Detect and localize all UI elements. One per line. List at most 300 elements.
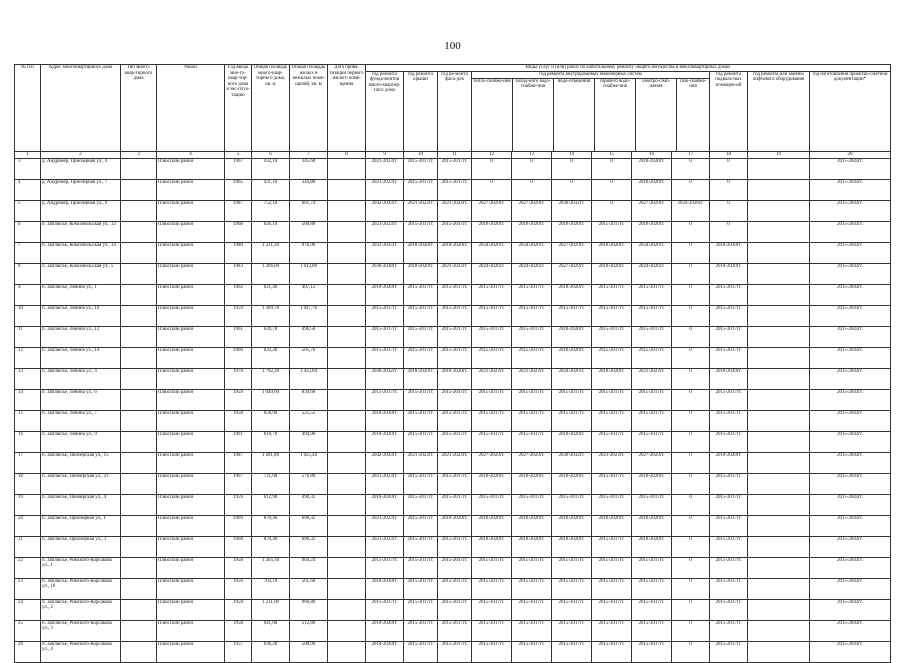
row-district: Плюсский район bbox=[157, 242, 225, 263]
row-hot-water: 2021-2023гг. bbox=[592, 452, 632, 473]
row-elevator bbox=[748, 431, 810, 452]
row-privatization bbox=[328, 599, 366, 620]
row-foundation: 2021-2023гг. bbox=[366, 536, 404, 557]
column-number: 19 bbox=[748, 151, 810, 158]
row-privatization bbox=[328, 284, 366, 305]
header-gas: газо-снабже-ния bbox=[679, 78, 707, 90]
row-electric: 2027-2029гг. bbox=[632, 200, 672, 221]
row-privatization bbox=[328, 221, 366, 242]
row-basement: 0 bbox=[710, 221, 748, 242]
row-number: 10 bbox=[15, 305, 41, 326]
row-heat: 2018-2020гг. bbox=[472, 515, 512, 536]
row-facade: 2021-2023гг. bbox=[438, 263, 472, 284]
row-cold-water: 2015-2017гг. bbox=[512, 410, 552, 431]
row-gas: 0 bbox=[672, 599, 710, 620]
row-heat: 2015-2017гг. bbox=[472, 431, 512, 452]
row-foundation: 2018-2020гг. bbox=[366, 494, 404, 515]
row-address: п. Заплюсье, Приозерная ул., 1 bbox=[41, 515, 121, 536]
row-total-area: 1 205,30 bbox=[252, 557, 290, 578]
table-row bbox=[15, 494, 891, 515]
row-year: 1959 bbox=[225, 389, 252, 410]
row-address: п. Заплюсье, Ленина ул., 10 bbox=[41, 305, 121, 326]
row-elevator bbox=[748, 242, 810, 263]
row-type bbox=[121, 347, 157, 368]
row-sewage: 2027-2029гг. bbox=[552, 263, 592, 284]
column-number-row bbox=[15, 151, 891, 158]
row-sewage: 2015-2017гг. bbox=[552, 389, 592, 410]
column-number: 8 bbox=[328, 151, 366, 158]
row-district: Плюсский район bbox=[157, 431, 225, 452]
row-foundation: 2018-2020гг. bbox=[366, 284, 404, 305]
header-systems-title: год ремонта внутридомовых инженерных систем bbox=[472, 72, 709, 79]
row-gas: 0 bbox=[672, 221, 710, 242]
row-number: 6 bbox=[15, 221, 41, 242]
row-cold-water: 2027-2029гг. bbox=[512, 452, 552, 473]
row-facade: 2015-2017гг. bbox=[438, 221, 472, 242]
header-num: № п/п bbox=[15, 65, 41, 152]
row-address: п. Заплюсье, Комсомольская ул., 14 bbox=[41, 242, 121, 263]
table-row bbox=[15, 284, 891, 305]
row-electric: 2015-2017гг. bbox=[632, 557, 672, 578]
row-gas: 0 bbox=[672, 242, 710, 263]
row-foundation: 2021-2023гг. bbox=[366, 515, 404, 536]
row-number: 20 bbox=[15, 515, 41, 536]
row-docs: 2015-2043гг. bbox=[810, 515, 891, 536]
row-basement: 2015-2017гг. bbox=[710, 431, 748, 452]
row-gas: 0 bbox=[672, 536, 710, 557]
row-basement: 2018-2020гг. bbox=[710, 452, 748, 473]
row-elevator bbox=[748, 515, 810, 536]
row-docs: 2015-2043гг. bbox=[810, 305, 891, 326]
header-foundation: год ремонта фунда-ментов много-квартир-ного дома bbox=[366, 71, 404, 151]
row-res-area: 1 012,80 bbox=[290, 263, 328, 284]
row-sewage: 2015-2017гг. bbox=[552, 620, 592, 641]
row-electric: 2015-2017гг. bbox=[632, 494, 672, 515]
row-hot-water: 2015-2017гг. bbox=[592, 347, 632, 368]
row-total-area: 1 281,80 bbox=[252, 452, 290, 473]
row-docs: 2015-2043гг. bbox=[810, 641, 891, 662]
header-facade: год ре-монта фаса-дов bbox=[438, 71, 472, 151]
row-total-area: 870,40 bbox=[252, 515, 290, 536]
row-total-area: 626,10 bbox=[252, 221, 290, 242]
row-privatization bbox=[328, 452, 366, 473]
row-district: Плюсский район bbox=[157, 368, 225, 389]
row-electric: 2015-2017гг. bbox=[632, 410, 672, 431]
row-privatization bbox=[328, 263, 366, 284]
row-district: Плюсский район bbox=[157, 641, 225, 662]
row-address: п. Заплюсье, Ленина ул., 7 bbox=[41, 410, 121, 431]
row-foundation: 2015-2017гг. bbox=[366, 389, 404, 410]
row-number: 19 bbox=[15, 494, 41, 515]
row-address: д. Андромер, Приозерная ул., 4 bbox=[41, 158, 121, 179]
row-foundation: 2042-2043гг. bbox=[366, 200, 404, 221]
row-district: Плюсский район bbox=[157, 263, 225, 284]
row-sewage: 2015-2017гг. bbox=[552, 305, 592, 326]
row-address: п. Заплюсье, Комсомольская ул., 12 bbox=[41, 221, 121, 242]
row-foundation: 2018-2020гг. bbox=[366, 578, 404, 599]
row-basement: 2015-2017гг. bbox=[710, 326, 748, 347]
row-sewage: 2015-2017гг. bbox=[552, 494, 592, 515]
row-hot-water: 2015-2017гг. bbox=[592, 221, 632, 242]
row-facade: 2015-2017гг. bbox=[438, 410, 472, 431]
table-row bbox=[15, 305, 891, 326]
row-facade: 2021-2023гг. bbox=[438, 452, 472, 473]
row-res-area: 601,74 bbox=[290, 200, 328, 221]
row-total-area: 612,90 bbox=[252, 494, 290, 515]
row-type bbox=[121, 494, 157, 515]
table-row bbox=[15, 557, 891, 578]
row-foundation: 2021-2023гг. bbox=[366, 158, 404, 179]
row-gas: 0 bbox=[672, 389, 710, 410]
row-cold-water: 2015-2017гг. bbox=[512, 284, 552, 305]
row-sewage: 2018-2020гг. bbox=[552, 536, 592, 557]
header-district: Район bbox=[157, 65, 225, 152]
row-number: 17 bbox=[15, 452, 41, 473]
row-facade: 2015-2017гг. bbox=[438, 599, 472, 620]
row-number: 4 bbox=[15, 179, 41, 200]
row-address: п. Заплюсье, Римского-Корсакова ул., 1 bbox=[41, 557, 121, 578]
row-roof: 2015-2017гг. bbox=[404, 494, 438, 515]
row-total-area: 656,90 bbox=[252, 410, 290, 431]
row-district: Плюсский район bbox=[157, 515, 225, 536]
row-docs: 2015-2043гг. bbox=[810, 347, 891, 368]
row-electric: 2015-2017гг. bbox=[632, 431, 672, 452]
row-basement: 2015-2017гг. bbox=[710, 578, 748, 599]
row-year: 1987 bbox=[225, 200, 252, 221]
row-roof: 2015-2017гг. bbox=[404, 578, 438, 599]
row-hot-water: 2015-2017гг. bbox=[592, 620, 632, 641]
row-gas: 0 bbox=[672, 473, 710, 494]
row-elevator bbox=[748, 221, 810, 242]
row-district: Плюсский район bbox=[157, 557, 225, 578]
row-elevator bbox=[748, 305, 810, 326]
row-res-area: 976,96 bbox=[290, 242, 328, 263]
row-cold-water: 0 bbox=[512, 179, 552, 200]
row-cold-water: 2015-2017гг. bbox=[512, 557, 552, 578]
row-hot-water: 2015-2017гг. bbox=[592, 641, 632, 662]
table-row bbox=[15, 158, 891, 179]
table-row bbox=[15, 536, 891, 557]
row-year: 1958 bbox=[225, 557, 252, 578]
row-total-area: 721,00 bbox=[252, 473, 290, 494]
row-type bbox=[121, 326, 157, 347]
column-number: 12 bbox=[472, 151, 512, 158]
row-roof: 2015-2017гг. bbox=[404, 326, 438, 347]
row-total-area: 1 049,60 bbox=[252, 389, 290, 410]
header-year: Год ввода мно-го-квар-тир-ного дома в экс-плуа-тацию bbox=[225, 65, 252, 152]
row-foundation: 2015-2017гг. bbox=[366, 347, 404, 368]
row-address: п. Заплюсье, Приозерная ул., 3 bbox=[41, 536, 121, 557]
row-docs: 2015-2043гг. bbox=[810, 494, 891, 515]
row-number: 14 bbox=[15, 389, 41, 410]
row-roof: 2015-2017гг. bbox=[404, 515, 438, 536]
row-total-area: 618,70 bbox=[252, 431, 290, 452]
row-electric: 2015-2017гг. bbox=[632, 284, 672, 305]
row-privatization bbox=[328, 200, 366, 221]
table-row bbox=[15, 200, 891, 221]
column-number: 11 bbox=[438, 151, 472, 158]
row-total-area: 1 221,20 bbox=[252, 242, 290, 263]
row-address: д. Андромер, Приозерная ул., 9 bbox=[41, 200, 121, 221]
row-elevator bbox=[748, 410, 810, 431]
row-foundation: 2015-2017гг. bbox=[366, 599, 404, 620]
row-hot-water: 2015-2017гг. bbox=[592, 305, 632, 326]
row-gas: 2024-2026гг. bbox=[672, 200, 710, 221]
capital-repair-table bbox=[14, 64, 891, 663]
row-hot-water: 2015-2017гг. bbox=[592, 431, 632, 452]
row-year: 1956 bbox=[225, 578, 252, 599]
row-address: п. Заплюсье, Римского-Корсакова ул., 2 bbox=[41, 599, 121, 620]
row-type bbox=[121, 200, 157, 221]
row-year: 1958 bbox=[225, 410, 252, 431]
row-docs: 2015-2043гг. bbox=[810, 221, 891, 242]
row-cold-water: 2018-2020гг. bbox=[512, 515, 552, 536]
row-sewage: 2018-2020гг. bbox=[552, 431, 592, 452]
row-docs: 2015-2043гг. bbox=[810, 200, 891, 221]
row-year: 1959 bbox=[225, 494, 252, 515]
row-docs: 2015-2043гг. bbox=[810, 599, 891, 620]
row-elevator bbox=[748, 641, 810, 662]
row-foundation: 2018-2020гг. bbox=[366, 641, 404, 662]
row-gas: 0 bbox=[672, 578, 710, 599]
row-cold-water: 2018-2020гг. bbox=[512, 473, 552, 494]
row-elevator bbox=[748, 536, 810, 557]
row-gas: 0 bbox=[672, 158, 710, 179]
row-elevator bbox=[748, 263, 810, 284]
row-elevator bbox=[748, 620, 810, 641]
row-cold-water: 2015-2017гг. bbox=[512, 305, 552, 326]
row-year: 1978 bbox=[225, 368, 252, 389]
row-electric: 2015-2017гг. bbox=[632, 389, 672, 410]
row-docs: 2015-2043гг. bbox=[810, 536, 891, 557]
row-roof: 2018-2020гг. bbox=[404, 368, 438, 389]
row-hot-water: 0 bbox=[592, 179, 632, 200]
row-basement: 0 bbox=[710, 200, 748, 221]
row-cold-water: 2024-2026гг. bbox=[512, 263, 552, 284]
row-hot-water: 2015-2017гг. bbox=[592, 494, 632, 515]
row-elevator bbox=[748, 158, 810, 179]
row-electric: 2018-2020гг. bbox=[632, 515, 672, 536]
table-row bbox=[15, 620, 891, 641]
row-gas: 0 bbox=[672, 431, 710, 452]
row-type bbox=[121, 431, 157, 452]
row-number: 12 bbox=[15, 347, 41, 368]
row-district: Плюсский район bbox=[157, 578, 225, 599]
row-res-area: 525,52 bbox=[290, 410, 328, 431]
column-number: 18 bbox=[710, 151, 748, 158]
row-gas: 0 bbox=[672, 515, 710, 536]
row-cold-water: 2015-2017гг. bbox=[512, 389, 552, 410]
row-basement: 2015-2017гг. bbox=[710, 599, 748, 620]
row-facade: 2015-2017гг. bbox=[438, 578, 472, 599]
row-type bbox=[121, 641, 157, 662]
row-heat: 2027-2029гг. bbox=[472, 200, 512, 221]
row-facade: 2015-2017гг. bbox=[438, 431, 472, 452]
table-row bbox=[15, 599, 891, 620]
table-row bbox=[15, 347, 891, 368]
column-number: 15 bbox=[592, 151, 632, 158]
row-cold-water: 2018-2020гг. bbox=[512, 536, 552, 557]
row-type bbox=[121, 158, 157, 179]
row-heat: 2018-2020гг. bbox=[472, 536, 512, 557]
row-facade: 2015-2017гг. bbox=[438, 305, 472, 326]
row-hot-water: 2015-2017гг. bbox=[592, 599, 632, 620]
row-res-area: 1 433,84 bbox=[290, 368, 328, 389]
row-total-area: 632,20 bbox=[252, 347, 290, 368]
row-cold-water: 2015-2017гг. bbox=[512, 641, 552, 662]
column-number: 4 bbox=[157, 151, 225, 158]
table-row bbox=[15, 410, 891, 431]
row-foundation: 2015-2017гг. bbox=[366, 305, 404, 326]
row-heat: 2015-2017гг. bbox=[472, 599, 512, 620]
row-district: Плюсский район bbox=[157, 536, 225, 557]
row-privatization bbox=[328, 536, 366, 557]
row-cold-water: 2015-2017гг. bbox=[512, 494, 552, 515]
row-elevator bbox=[748, 368, 810, 389]
row-heat: 2018-2020гг. bbox=[472, 221, 512, 242]
row-heat: 2024-2026гг. bbox=[472, 242, 512, 263]
row-electric: 2018-2020гг. bbox=[632, 473, 672, 494]
row-res-area: 505,76 bbox=[290, 347, 328, 368]
row-type bbox=[121, 599, 157, 620]
row-type bbox=[121, 221, 157, 242]
row-res-area: 500,88 bbox=[290, 221, 328, 242]
row-type bbox=[121, 410, 157, 431]
row-type bbox=[121, 473, 157, 494]
row-number: 15 bbox=[15, 410, 41, 431]
header-hot-water: горячего водо-снабже-ния bbox=[595, 79, 636, 151]
row-year: 1980 bbox=[225, 242, 252, 263]
table-row bbox=[15, 368, 891, 389]
row-gas: 0 bbox=[672, 263, 710, 284]
row-type bbox=[121, 284, 157, 305]
header-docs: год изготовления проектно-сметной документации* bbox=[810, 71, 891, 151]
table-row bbox=[15, 389, 891, 410]
table-row bbox=[15, 452, 891, 473]
row-facade: 2015-2017гг. bbox=[438, 326, 472, 347]
row-res-area: 964,24 bbox=[290, 557, 328, 578]
row-year: 1958 bbox=[225, 599, 252, 620]
row-res-area: 344,88 bbox=[290, 179, 328, 200]
table-row bbox=[15, 221, 891, 242]
row-heat: 2015-2017гг. bbox=[472, 578, 512, 599]
row-docs: 2015-2043гг. bbox=[810, 179, 891, 200]
header-heat: тепло-снабже-ния bbox=[472, 79, 513, 151]
row-number: 8 bbox=[15, 263, 41, 284]
row-foundation: 2021-2023гг. bbox=[366, 221, 404, 242]
row-privatization bbox=[328, 347, 366, 368]
row-roof: 2015-2017гг. bbox=[404, 557, 438, 578]
row-privatization bbox=[328, 578, 366, 599]
row-privatization bbox=[328, 473, 366, 494]
row-number: 23 bbox=[15, 578, 41, 599]
row-basement: 2018-2020гг. bbox=[710, 242, 748, 263]
row-district: Плюсский район bbox=[157, 599, 225, 620]
row-hot-water: 2015-2017гг. bbox=[592, 557, 632, 578]
row-electric: 2024-2026гг. bbox=[632, 263, 672, 284]
row-cold-water: 2021-2023гг. bbox=[512, 368, 552, 389]
row-electric: 2015-2017гг. bbox=[632, 599, 672, 620]
row-basement: 2015-2017гг. bbox=[710, 347, 748, 368]
row-docs: 2015-2043гг. bbox=[810, 326, 891, 347]
row-sewage: 2030-2032гг. bbox=[552, 200, 592, 221]
row-heat: 2021-2023гг. bbox=[472, 368, 512, 389]
row-number: 9 bbox=[15, 284, 41, 305]
row-gas: 0 bbox=[672, 347, 710, 368]
table-row bbox=[15, 473, 891, 494]
row-sewage: 2018-2020гг. bbox=[552, 473, 592, 494]
row-sewage: 2027-2029гг. bbox=[552, 242, 592, 263]
row-cold-water: 2015-2017гг. bbox=[512, 347, 552, 368]
row-type bbox=[121, 305, 157, 326]
row-address: п. Заплюсье, Ленина ул., 6 bbox=[41, 389, 121, 410]
row-gas: 0 bbox=[672, 641, 710, 662]
row-basement: 2018-2020гг. bbox=[710, 263, 748, 284]
row-type bbox=[121, 179, 157, 200]
row-heat: 2015-2017гг. bbox=[472, 347, 512, 368]
row-foundation: 2021-2023гг. bbox=[366, 473, 404, 494]
row-basement: 0 bbox=[710, 158, 748, 179]
header-systems bbox=[472, 71, 710, 151]
row-hot-water: 2015-2017гг. bbox=[592, 410, 632, 431]
row-res-area: 497,12 bbox=[290, 284, 328, 305]
row-docs: 2015-2043гг. bbox=[810, 473, 891, 494]
row-basement: 2015-2017гг. bbox=[710, 641, 748, 662]
row-type bbox=[121, 578, 157, 599]
row-hot-water: 2018-2020гг. bbox=[592, 263, 632, 284]
table-row bbox=[15, 242, 891, 263]
row-year: 1968 bbox=[225, 221, 252, 242]
row-res-area: 561,68 bbox=[290, 578, 328, 599]
row-roof: 2015-2017гг. bbox=[404, 620, 438, 641]
row-cold-water: 2015-2017гг. bbox=[512, 620, 552, 641]
row-res-area: 1 025,44 bbox=[290, 452, 328, 473]
row-facade: 2018-2020гг. bbox=[438, 515, 472, 536]
row-gas: 0 bbox=[672, 557, 710, 578]
row-elevator bbox=[748, 557, 810, 578]
row-sewage: 2015-2017гг. bbox=[552, 557, 592, 578]
row-address: п. Заплюсье, Ленина ул., 9 bbox=[41, 431, 121, 452]
row-gas: 0 bbox=[672, 305, 710, 326]
row-facade: 2018-2020гг. bbox=[438, 242, 472, 263]
row-year: 1962 bbox=[225, 284, 252, 305]
row-year: 1983 bbox=[225, 263, 252, 284]
row-heat: 2015-2017гг. bbox=[472, 641, 512, 662]
column-number: 1 bbox=[15, 151, 41, 158]
row-total-area: 1 309,70 bbox=[252, 305, 290, 326]
row-basement: 2015-2017гг. bbox=[710, 410, 748, 431]
row-res-area: 496,56 bbox=[290, 326, 328, 347]
row-roof: 2015-2017гг. bbox=[404, 410, 438, 431]
column-number: 17 bbox=[672, 151, 710, 158]
row-facade: 2015-2017гг. bbox=[438, 473, 472, 494]
row-facade: 2015-2017гг. bbox=[438, 536, 472, 557]
row-heat: 0 bbox=[472, 179, 512, 200]
column-number: 9 bbox=[366, 151, 404, 158]
row-total-area: 752,18 bbox=[252, 200, 290, 221]
row-year: 1987 bbox=[225, 452, 252, 473]
row-sewage: 2024-2026гг. bbox=[552, 368, 592, 389]
row-electric: 2015-2017гг. bbox=[632, 578, 672, 599]
row-elevator bbox=[748, 494, 810, 515]
header-elevator: год ремонта или замены лифтового оборудования bbox=[748, 71, 810, 151]
row-year: 1969 bbox=[225, 515, 252, 536]
row-heat: 2015-2017гг. bbox=[472, 620, 512, 641]
row-district: Плюсский район bbox=[157, 221, 225, 242]
row-docs: 2015-2043гг. bbox=[810, 620, 891, 641]
row-year: 1965 bbox=[225, 179, 252, 200]
row-heat: 2015-2017гг. bbox=[472, 326, 512, 347]
